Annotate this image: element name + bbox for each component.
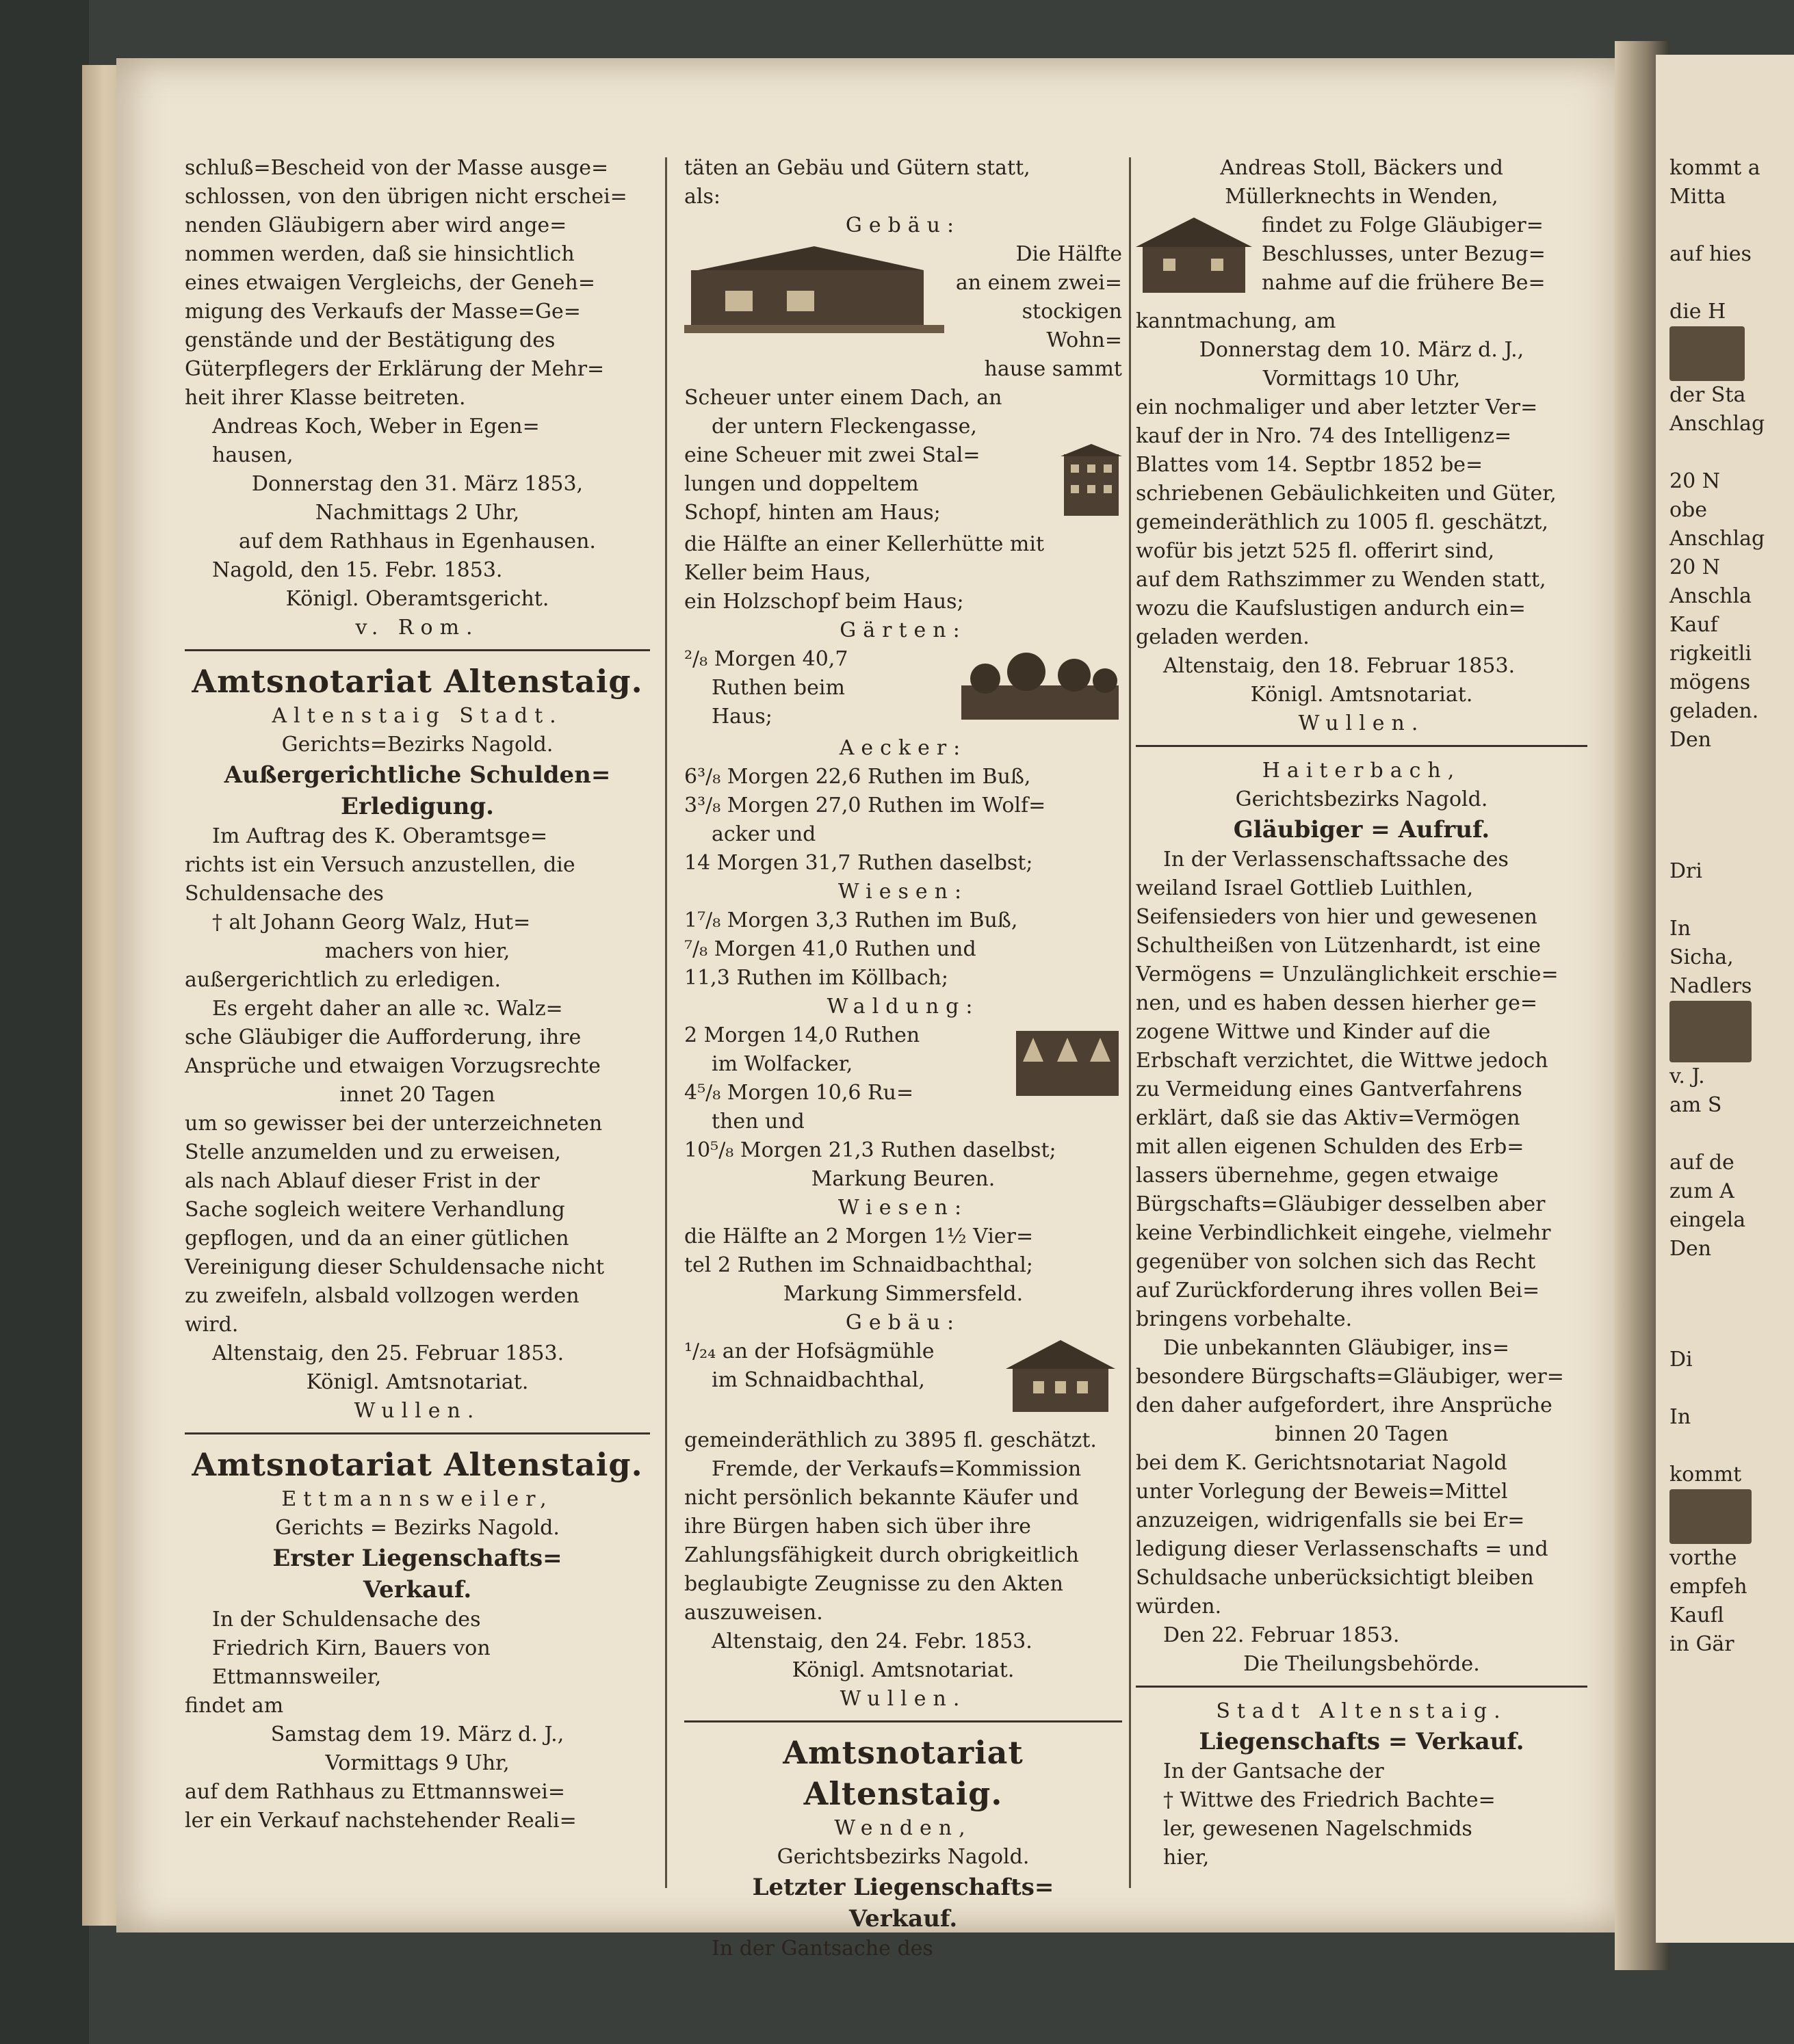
text-line <box>1669 1120 1793 1149</box>
text-line: Es ergeht daher an alle ꝛc. Walz= <box>212 997 563 1021</box>
notice-place: Ettmannsweiler, <box>281 1487 554 1511</box>
text-line: 6³/₈ Morgen 22,6 Ruthen im Buß, <box>684 765 1031 789</box>
text-line: auf dem Rathhaus zu Ettmannswei= <box>185 1780 565 1804</box>
notice-district: Gerichtsbezirks Nagold. <box>1235 787 1488 811</box>
sale-time: Vormittags 10 Uhr, <box>1262 367 1461 391</box>
text-line: Schuldsache unberücksichtigt bleiben <box>1136 1566 1534 1590</box>
signer-name: v. Rom. <box>355 616 480 640</box>
text-line: ein Holzschopf beim Haus; <box>684 590 964 614</box>
text-line: der untern Fleckengasse, <box>712 415 977 438</box>
text-line: nenden Gläubigern aber wird ange= <box>185 213 567 237</box>
notice-title-cont: Verkauf. <box>363 1576 472 1603</box>
text-line: gepflogen, und da an einer gütlichen <box>185 1227 569 1250</box>
text-line: zu zweifeln, alsbald vollzogen werden <box>185 1284 580 1308</box>
column-divider-2 <box>1129 157 1131 1888</box>
text-line: auf dem Rathszimmer zu Wenden statt, <box>1136 568 1546 592</box>
text-line: in Gär <box>1669 1632 1734 1656</box>
text-line: tel 2 Ruthen im Schnaidbachthal; <box>684 1253 1033 1277</box>
text-line: im Schnaidbachthal, <box>712 1368 925 1392</box>
text-line: bringens vorbehalte. <box>1136 1307 1353 1331</box>
text-line: geladen werden. <box>1136 625 1310 649</box>
text-line: Di <box>1669 1348 1693 1372</box>
text-line: 20 N <box>1669 555 1720 579</box>
text-line: In der Verlassenschaftssache des <box>1163 848 1509 872</box>
text-line: würden. <box>1136 1595 1222 1619</box>
text-line: auf Zurückforderung ihres vollen Bei= <box>1136 1279 1540 1302</box>
notice-date: Altenstaig, den 25. Februar 1853. <box>212 1341 564 1365</box>
text-line: ein nochmaliger und aber letzter Ver= <box>1136 395 1538 419</box>
sale-date: Donnerstag den 31. März 1853, <box>251 472 584 496</box>
section-label-waldung: Waldung: <box>827 995 980 1019</box>
text-line: Stelle anzumelden und zu erweisen, <box>185 1140 561 1164</box>
column-2 <box>684 154 1122 1963</box>
notice-body <box>185 1606 650 1835</box>
house-woodcut <box>684 243 944 354</box>
text-line: Güterpflegers der Erklärung der Mehr= <box>185 357 605 381</box>
text-line: nen, und es haben dessen hierher ge= <box>1136 991 1537 1015</box>
text-line: ²/₈ Morgen 40,7 <box>684 647 848 671</box>
text-line: Kauf <box>1669 613 1718 637</box>
notice-place: Wenden, <box>834 1816 972 1840</box>
building-illustration-icon <box>1061 444 1122 519</box>
text-line: then und <box>712 1110 805 1134</box>
text-line: zum A <box>1669 1179 1734 1203</box>
text-line: Friedrich Kirn, Bauers von <box>212 1636 491 1660</box>
text-line <box>1669 438 1793 467</box>
text-line: Fremde, der Verkaufs=Kommission <box>712 1457 1082 1481</box>
text-line: Schuldensache des <box>185 882 384 906</box>
text-line: stockigen Wohn= <box>1022 300 1122 352</box>
text-line <box>1669 886 1793 915</box>
text-line: wofür bis jetzt 525 fl. offerirt sind, <box>1136 539 1495 563</box>
text-line <box>1669 1432 1793 1460</box>
garden-illustration-icon <box>958 648 1122 723</box>
text-line: rigkeitli <box>1669 642 1752 666</box>
forest-illustration-icon <box>1013 1024 1122 1099</box>
section-rule <box>1136 1686 1587 1688</box>
text-line: auszuweisen. <box>684 1601 823 1625</box>
text-line: 14 Morgen 31,7 Ruthen daselbst; <box>684 851 1033 875</box>
text-line: Ruthen beim <box>712 676 845 700</box>
text-line: sche Gläubiger die Aufforderung, ihre <box>185 1025 582 1049</box>
notice-district: Gerichts=Bezirks Nagold. <box>281 733 554 757</box>
text-line: nahme auf die frühere Be= <box>1262 271 1546 295</box>
text-line: die Hälfte an 2 Morgen 1½ Vier= <box>684 1224 1034 1248</box>
text-line <box>1669 211 1793 240</box>
text-line: gegenüber von solchen sich das Recht <box>1136 1250 1536 1274</box>
text-line: auf hies <box>1669 242 1752 266</box>
text-line: 10⁵/₈ Morgen 21,3 Ruthen daselbst; <box>684 1138 1056 1162</box>
text-line: ler ein Verkauf nachstehender Reali= <box>185 1809 577 1833</box>
notice-place: Stadt Altenstaig. <box>1216 1699 1507 1723</box>
text-line: die Hälfte an einer Kellerhütte mit <box>684 532 1045 556</box>
text-line: Anschlag <box>1669 412 1765 436</box>
text-line: Im Auftrag des K. Oberamtsge= <box>212 824 548 848</box>
text-line: Die unbekannten Gläubiger, ins= <box>1163 1336 1510 1360</box>
notice-place: Haiterbach, <box>1262 759 1461 783</box>
text-line: innet 20 Tagen <box>339 1083 495 1107</box>
sale-place: auf dem Rathhaus in Egenhausen. <box>239 529 596 553</box>
text-line: In der Gantsache des <box>712 1937 933 1961</box>
text-line: 11,3 Ruthen im Köllbach; <box>684 966 948 990</box>
text-line: acker und <box>712 822 816 846</box>
text-line: 20 N <box>1669 469 1720 493</box>
building-woodcut-facing <box>1669 326 1793 381</box>
text-line: schluß=Bescheid von der Masse ausge= <box>185 156 609 180</box>
text-line: mit allen eigenen Schulden des Erb= <box>1136 1135 1524 1159</box>
section-label-gaerten: Gärten: <box>840 618 967 642</box>
text-line: binnen 20 Tagen <box>1275 1422 1448 1446</box>
text-line: wozu die Kaufslustigen andurch ein= <box>1136 597 1526 620</box>
text-line: machers von hier, <box>324 939 510 963</box>
text-line <box>1669 1374 1793 1403</box>
text-line: Den <box>1669 728 1712 752</box>
issuing-office: Königl. Oberamtsgericht. <box>285 587 549 611</box>
text-line: † Wittwe des Friedrich Bachte= <box>1163 1788 1496 1812</box>
sale-time: Nachmittags 2 Uhr, <box>315 501 520 525</box>
signer-name: Wullen. <box>840 1687 967 1711</box>
building-woodcut <box>1061 444 1122 527</box>
section-rule <box>684 1720 1122 1722</box>
text-line: ler, gewesenen Nagelschmids <box>1163 1817 1472 1841</box>
text-line: beglaubigte Zeugnisse zu den Akten <box>684 1572 1063 1596</box>
text-line: Seifensieders von hier und gewesenen <box>1136 905 1537 929</box>
notice-title: Erster Liegenschafts= <box>272 1545 562 1572</box>
text-line: zu Vermeidung eines Gantverfahrens <box>1136 1077 1522 1101</box>
text-line: In der Schuldensache des <box>212 1608 481 1632</box>
notice-title-cont: Verkauf. <box>848 1905 958 1932</box>
notice-heading: Amtsnotariat Altenstaig. <box>783 1734 1024 1812</box>
column-1 <box>185 154 650 1835</box>
text-line: Sache sogleich weitere Verhandlung <box>185 1198 565 1222</box>
text-line: 3³/₈ Morgen 27,0 Ruthen im Wolf= <box>684 794 1046 817</box>
text-line: um so gewisser bei der unterzeichneten <box>185 1112 603 1136</box>
section-label-gebaeu-2: Gebäu: <box>845 1311 961 1335</box>
text-line: v. J. <box>1669 1064 1705 1088</box>
text-line: Schopf, hinten am Haus; <box>684 501 941 525</box>
text-line: findet am <box>185 1694 284 1718</box>
text-line: den daher aufgefordert, ihre Ansprüche <box>1136 1393 1552 1417</box>
section-rule <box>185 649 650 651</box>
signer-name: Wullen. <box>1298 711 1425 735</box>
mill-woodcut <box>999 1340 1122 1424</box>
text-line: hause sammt <box>984 357 1122 381</box>
text-line: ihre Bürgen haben sich über ihre <box>684 1515 1031 1538</box>
text-line: obe <box>1669 498 1708 522</box>
text-line: lassers übernehme, gegen etwaige <box>1136 1164 1499 1188</box>
markung-label: Markung Beuren. <box>811 1167 996 1191</box>
text-line: die H <box>1669 300 1726 324</box>
text-line: vorthe <box>1669 1546 1737 1570</box>
text-line: kanntmachung, am <box>1136 309 1336 333</box>
notice-body <box>185 822 650 1339</box>
section-rule <box>185 1432 650 1434</box>
forest-woodcut <box>1013 1024 1122 1108</box>
text-line: Sicha, <box>1669 945 1734 969</box>
issuing-office: Königl. Amtsnotariat. <box>792 1658 1015 1682</box>
house-illustration-icon <box>1669 1001 1752 1062</box>
notice-title: Gläubiger = Aufruf. <box>1233 816 1490 843</box>
text-line: ⁷/₈ Morgen 41,0 Ruthen und <box>684 937 976 961</box>
text-line: täten an Gebäu und Gütern statt, <box>684 156 1030 180</box>
text-line: an einem zwei= <box>955 271 1122 295</box>
notice-district: Gerichtsbezirks Nagold. <box>777 1845 1030 1869</box>
sale-date: Donnerstag dem 10. März d. J., <box>1199 338 1524 362</box>
text-line: eines etwaigen Vergleichs, der Geneh= <box>185 271 595 295</box>
text-line: migung des Verkaufs der Masse=Ge= <box>185 300 581 324</box>
text-line: Schultheißen von Lützenhardt, ist eine <box>1136 934 1541 958</box>
notice-place: Altenstaig Stadt. <box>272 704 563 728</box>
text-line: findet zu Folge Gläubiger= <box>1262 213 1544 237</box>
notice-heading: Amtsnotariat Altenstaig. <box>192 1446 643 1483</box>
section-label-wiesen-2: Wiesen: <box>837 1196 969 1220</box>
section-label-wiesen: Wiesen: <box>837 880 969 904</box>
notice-date: Nagold, den 15. Febr. 1853. <box>212 558 503 582</box>
text-line: Ettmannsweiler, <box>212 1665 382 1689</box>
column-3 <box>1136 154 1587 1872</box>
text-line: anzuzeigen, widrigenfalls sie bei Er= <box>1136 1508 1525 1532</box>
column-4-facing-page <box>1669 154 1793 1659</box>
debtor-town: hausen, <box>212 443 294 467</box>
text-line: auf de <box>1669 1151 1734 1175</box>
text-line: eingela <box>1669 1208 1746 1232</box>
text-line: Den <box>1669 1237 1712 1261</box>
text-line: Beschlusses, unter Bezug= <box>1262 242 1546 266</box>
text-line: Kaufl <box>1669 1603 1724 1627</box>
text-line: Bürgschafts=Gläubiger desselben aber <box>1136 1192 1546 1216</box>
text-line: heit ihrer Klasse beitreten. <box>185 386 466 410</box>
text-line: 1⁷/₈ Morgen 3,3 Ruthen im Buß, <box>684 908 1018 932</box>
text-line: der Sta <box>1669 383 1746 407</box>
text-line: Anschla <box>1669 584 1752 608</box>
text-line: Vormittags 9 Uhr, <box>325 1751 510 1775</box>
text-line: empfeh <box>1669 1575 1747 1599</box>
text-line: Müllerknechts in Wenden, <box>1225 185 1498 209</box>
text-line: unter Vorlegung der Beweis=Mittel <box>1136 1480 1508 1504</box>
text-line: erklärt, daß sie das Aktiv=Vermögen <box>1136 1106 1520 1130</box>
text-line: gemeinderäthlich zu 3895 fl. geschätzt. <box>684 1428 1097 1452</box>
text-line: als: <box>684 185 720 209</box>
text-line: geladen. <box>1669 699 1759 723</box>
notice-date: Altenstaig, den 24. Febr. 1853. <box>712 1629 1032 1653</box>
text-line: ledigung dieser Verlassenschafts = und <box>1136 1537 1548 1561</box>
text-line: Vermögens = Unzulänglichkeit erschie= <box>1136 962 1559 986</box>
text-line: schlossen, von den übrigen nicht erschei= <box>185 185 627 209</box>
markung-label: Markung Simmersfeld. <box>783 1282 1024 1306</box>
text-line: zogene Wittwe und Kinder auf die <box>1136 1020 1491 1044</box>
text-line: gemeinderäthlich zu 1005 fl. geschätzt, <box>1136 510 1548 534</box>
text-line: 4⁵/₈ Morgen 10,6 Ru= <box>684 1081 914 1105</box>
text-line: In <box>1669 1405 1691 1429</box>
text-line: Dri <box>1669 859 1702 883</box>
text-line: Haus; <box>712 705 772 729</box>
text-line: bei dem K. Gerichtsnotariat Nagold <box>1136 1451 1507 1475</box>
notice-date: Den 22. Februar 1853. <box>1163 1623 1400 1647</box>
text-line: Nadlers <box>1669 974 1752 998</box>
text-line: Erbschaft verzichtet, die Wittwe jedoch <box>1136 1049 1548 1073</box>
notice-title-cont: Erledigung. <box>341 793 494 820</box>
woodcut-facing-3 <box>1669 1489 1793 1544</box>
text-line: kommt a <box>1669 156 1760 180</box>
text-line: ¹/₂₄ an der Hofsägmühle <box>684 1339 935 1363</box>
text-line: Blattes vom 14. Septbr 1852 be= <box>1136 453 1483 477</box>
text-line: Zahlungsfähigkeit durch obrigkeitlich <box>684 1543 1079 1567</box>
text-line: Mitta <box>1669 185 1726 209</box>
notice-date: Altenstaig, den 18. Februar 1853. <box>1163 654 1516 678</box>
notice-title: Letzter Liegenschafts= <box>752 1874 1054 1901</box>
building-illustration-icon <box>1669 326 1745 381</box>
issuing-office: Die Theilungsbehörde. <box>1243 1652 1480 1676</box>
issuing-office: Königl. Amtsnotariat. <box>306 1370 529 1394</box>
mill-illustration-icon <box>999 1340 1122 1415</box>
notice-title: Liegenschafts = Verkauf. <box>1199 1728 1524 1755</box>
text-line: eine Scheuer mit zwei Stal= <box>684 443 980 467</box>
house-illustration-icon <box>1136 214 1252 296</box>
text-line: In der Gantsache der <box>1163 1759 1384 1783</box>
book-cover-edge <box>0 0 89 2044</box>
section-label-gebaeu: Gebäu: <box>845 213 961 237</box>
notice-title: Außergerichtliche Schulden= <box>224 761 611 789</box>
debtor-name: Andreas Koch, Weber in Egen= <box>212 415 540 438</box>
text-line: besondere Bürgschafts=Gläubiger, wer= <box>1136 1365 1564 1389</box>
issuing-office: Königl. Amtsnotariat. <box>1250 683 1473 707</box>
text-line: schriebenen Gebäulichkeiten und Güter, <box>1136 482 1557 506</box>
text-line: weiland Israel Gottlieb Luithlen, <box>1136 876 1474 900</box>
text-line: Die Hälfte <box>1015 242 1122 266</box>
section-label-aecker: Aecker: <box>839 736 967 760</box>
garden-woodcut <box>958 648 1122 731</box>
woodcut-facing-2 <box>1669 1001 1793 1062</box>
text-line: In <box>1669 917 1691 941</box>
notice-district: Gerichts = Bezirks Nagold. <box>275 1516 560 1540</box>
text-line: hier, <box>1163 1846 1210 1870</box>
text-line: Scheuer unter einem Dach, an <box>684 386 1002 410</box>
text-line <box>1669 269 1793 298</box>
house-illustration-icon <box>684 243 944 345</box>
text-line: am S <box>1669 1093 1722 1117</box>
text-line: im Wolfacker, <box>712 1052 853 1076</box>
text-line: genstände und der Bestätigung des <box>185 328 556 352</box>
house-woodcut-small <box>1136 214 1252 304</box>
garden-illustration-icon <box>1669 1489 1752 1544</box>
text-line: nicht persönlich bekannte Käufer und <box>684 1486 1079 1510</box>
text-line: richts ist ein Versuch anzustellen, die <box>185 853 575 877</box>
text-line: Vereinigung dieser Schuldensache nicht <box>185 1255 605 1279</box>
text-line: Samstag dem 19. März d. J., <box>270 1722 564 1746</box>
text-line: wird. <box>185 1313 239 1337</box>
text-line: kauf der in Nro. 74 des Intelligenz= <box>1136 424 1512 448</box>
column-divider-1 <box>665 157 667 1888</box>
text-line: Anschlag <box>1669 527 1765 551</box>
text-line: nommen werden, daß sie hinsichtlich <box>185 242 575 266</box>
text-line: außergerichtlich zu erledigen. <box>185 968 501 992</box>
notice-heading: Amtsnotariat Altenstaig. <box>192 663 643 700</box>
text-line: als nach Ablauf dieser Frist in der <box>185 1169 540 1193</box>
text-line: Keller beim Haus, <box>684 561 872 585</box>
signer-name: Wullen. <box>354 1399 481 1423</box>
notice-body <box>1136 846 1587 1621</box>
text-line: † alt Johann Georg Walz, Hut= <box>212 910 531 934</box>
section-rule <box>1136 745 1587 747</box>
text-line: mögens <box>1669 670 1751 694</box>
col1-opening-text <box>185 154 650 412</box>
text-line: Ansprüche und etwaigen Vorzugsrechte <box>185 1054 601 1078</box>
text-line: keine Verbindlichkeit eingehe, vielmehr <box>1136 1221 1551 1245</box>
text-line: lungen und doppeltem <box>684 472 919 496</box>
text-line: kommt <box>1669 1463 1742 1486</box>
debtor-name: Andreas Stoll, Bäckers und <box>1220 156 1503 180</box>
text-line: 2 Morgen 14,0 Ruthen <box>684 1023 920 1047</box>
